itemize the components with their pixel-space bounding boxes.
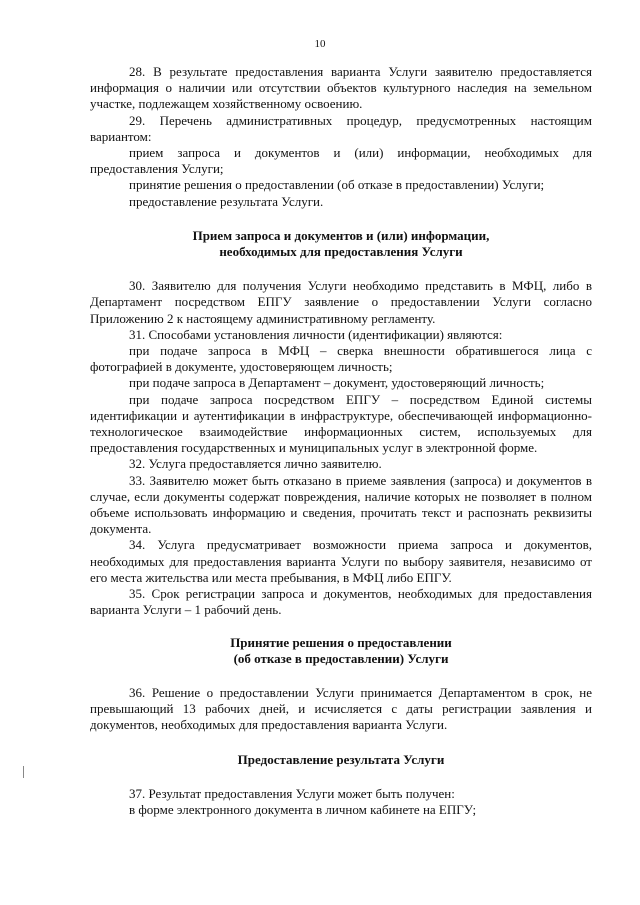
paragraph-31: 31. Способами установления личности (идентификации) являются: xyxy=(129,326,503,342)
section-heading-result: Предоставление результата Услуги xyxy=(237,751,445,767)
section-heading-decision xyxy=(90,635,592,667)
identification-epgu: при подаче запроса посредством ЕПГУ – посредством Единой системы идентификации и аутентификации в инфраструктуре, обеспечивающей информационно-технологическое взаимодействие информационных систем, используемых для предоставления государственных и муниципальных услуг в электронной форме. xyxy=(90,391,592,456)
document-body xyxy=(90,64,592,818)
paragraph-35: 35. Срок регистрации запроса и документов, необходимых для предоставления варианта Услуги – 1 рабочий день. xyxy=(90,586,592,618)
identification-department: при подаче запроса в Департамент – документ, удостоверяющий личность; xyxy=(129,375,545,391)
result-item-epgu: в форме электронного документа в личном кабинете на ЕПГУ; xyxy=(129,801,477,817)
paragraph-37: 37. Результат предоставления Услуги может быть получен: xyxy=(129,785,455,801)
identification-mfc: при подаче запроса в МФЦ – сверка внешности обратившегося лица с фотографией в документе, удостоверяющем личность; xyxy=(90,343,592,375)
section-heading-line: Прием запроса и документов и (или) информации, xyxy=(192,227,490,243)
page-number: 10 xyxy=(314,38,326,50)
paragraph-33: 33. Заявителю может быть отказано в приеме заявления (запроса) и документов в случае, если документы содержат повреждения, наличие которых не позволяет в полном объеме использовать информацию и сведения, прочитать текст и распознать реквизиты документа. xyxy=(90,472,592,537)
section-heading-request xyxy=(90,228,592,260)
procedure-item-1: прием запроса и документов и (или) информации, необходимых для предоставления Услуги; xyxy=(90,145,592,177)
paragraph-36: 36. Решение о предоставлении Услуги принимается Департаментом в срок, не превышающий 13 рабочих дней, и исчисляется с даты регистрации заявления и документов, необходимых для предоставления варианта Услуги. xyxy=(90,684,592,733)
procedure-item-3: предоставление результата Услуги. xyxy=(129,193,324,209)
paragraph-34: 34. Услуга предусматривает возможности приема запроса и документов, необходимых для предоставления варианта Услуги по выбору заявителя, независимо от его места жительства или места пребывания, в МФЦ либо ЕПГУ. xyxy=(90,537,592,585)
section-heading-line: необходимых для предоставления Услуги xyxy=(219,244,463,260)
paragraph-28: 28. В результате предоставления варианта Услуги заявителю предоставляется информация о наличии или отсутствии объектов культурного наследия на земельном участке, подлежащем хозяйственному освоению. xyxy=(90,64,592,112)
paragraph-32: 32. Услуга предоставляется лично заявителю. xyxy=(129,456,382,472)
section-heading-line: Принятие решения о предоставлении xyxy=(230,634,452,650)
procedure-item-2: принятие решения о предоставлении (об отказе в предоставлении) Услуги; xyxy=(129,177,545,193)
paragraph-29: 29. Перечень административных процедур, предусмотренных настоящим вариантом: xyxy=(90,112,592,144)
paragraph-30: 30. Заявителю для получения Услуги необходимо представить в МФЦ, либо в Департамент посредством ЕПГУ заявление о предоставлении Услуги согласно Приложению 2 к настоящему административному регламенту. xyxy=(90,278,592,326)
section-heading-line: (об отказе в предоставлении) Услуги xyxy=(233,650,449,666)
margin-mark xyxy=(23,766,24,778)
